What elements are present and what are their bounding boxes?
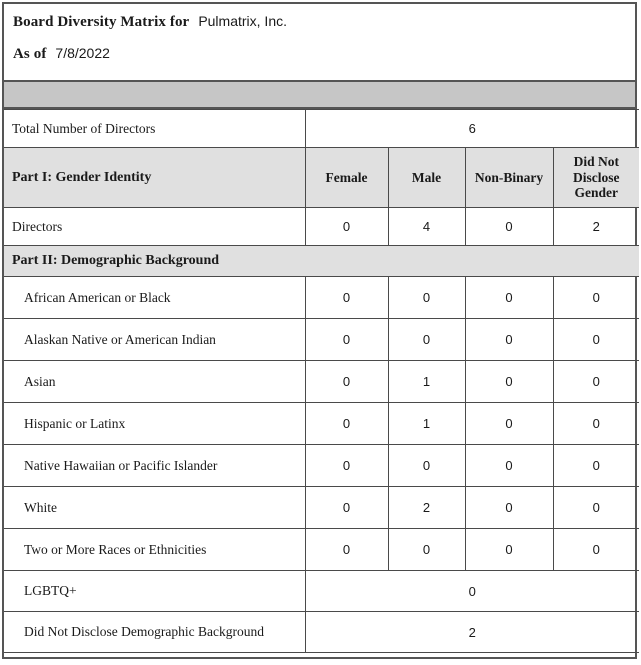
part1-heading: Part I: Gender Identity <box>4 148 305 208</box>
demographic-non-binary-value: 0 <box>465 445 553 487</box>
table-row-directors <box>4 208 639 246</box>
demographic-non-binary-value: 0 <box>465 277 553 319</box>
column-header-male: Male <box>388 148 465 208</box>
asof-date: 7/8/2022 <box>55 45 110 61</box>
demographic-female-value: 0 <box>305 487 388 529</box>
demographic-not-disclosed-value: 0 <box>553 361 639 403</box>
table-row-part2-header <box>4 246 639 277</box>
demographic-female-value: 0 <box>305 277 388 319</box>
diversity-table <box>4 109 639 653</box>
page-title: Board Diversity Matrix for <box>13 14 190 30</box>
total-directors-label: Total Number of Directors <box>4 110 305 148</box>
asof-line <box>4 45 635 63</box>
demographic-female-value: 0 <box>305 319 388 361</box>
table-row <box>4 361 639 403</box>
demographic-not-disclosed-value: 0 <box>553 319 639 361</box>
demographic-male-value: 0 <box>388 529 465 571</box>
demographic-male-value: 0 <box>388 277 465 319</box>
column-header-non-binary: Non-Binary <box>465 148 553 208</box>
demographic-male-value: 2 <box>388 487 465 529</box>
not-disclosed-demographic-label: Did Not Disclose Demographic Background <box>4 612 305 653</box>
demographic-not-disclosed-value: 0 <box>553 445 639 487</box>
directors-not-disclosed-value: 2 <box>553 208 639 246</box>
demographic-male-value: 0 <box>388 319 465 361</box>
lgbtq-value: 0 <box>305 571 639 612</box>
demographic-female-value: 0 <box>305 403 388 445</box>
table-row-not-disclosed-demographic <box>4 612 639 653</box>
column-header-female: Female <box>305 148 388 208</box>
table-row <box>4 529 639 571</box>
demographic-male-value: 1 <box>388 361 465 403</box>
demographic-non-binary-value: 0 <box>465 361 553 403</box>
title-block <box>4 4 635 82</box>
directors-male-value: 4 <box>388 208 465 246</box>
table-row <box>4 445 639 487</box>
demographic-male-value: 1 <box>388 403 465 445</box>
board-diversity-matrix <box>2 2 637 659</box>
demographic-label: Two or More Races or Ethnicities <box>4 529 305 571</box>
demographic-label: Asian <box>4 361 305 403</box>
demographic-label: Alaskan Native or American Indian <box>4 319 305 361</box>
demographic-label: African American or Black <box>4 277 305 319</box>
part2-heading: Part II: Demographic Background <box>4 246 639 277</box>
table-row <box>4 277 639 319</box>
directors-female-value: 0 <box>305 208 388 246</box>
demographic-not-disclosed-value: 0 <box>553 277 639 319</box>
table-row-part1-header <box>4 148 639 208</box>
demographic-non-binary-value: 0 <box>465 319 553 361</box>
column-header-did-not-disclose-gender: Did Not Disclose Gender <box>553 148 639 208</box>
company-name: Pulmatrix, Inc. <box>198 13 288 29</box>
table-row <box>4 403 639 445</box>
matrix-title-line <box>4 13 635 31</box>
directors-label: Directors <box>4 208 305 246</box>
total-directors-value: 6 <box>305 110 639 148</box>
demographic-non-binary-value: 0 <box>465 487 553 529</box>
demographic-male-value: 0 <box>388 445 465 487</box>
table-row-lgbtq <box>4 571 639 612</box>
demographic-not-disclosed-value: 0 <box>553 529 639 571</box>
table-row <box>4 487 639 529</box>
demographic-not-disclosed-value: 0 <box>553 487 639 529</box>
demographic-female-value: 0 <box>305 529 388 571</box>
demographic-non-binary-value: 0 <box>465 529 553 571</box>
demographic-label: Native Hawaiian or Pacific Islander <box>4 445 305 487</box>
lgbtq-label: LGBTQ+ <box>4 571 305 612</box>
demographic-female-value: 0 <box>305 445 388 487</box>
table-row <box>4 319 639 361</box>
demographic-female-value: 0 <box>305 361 388 403</box>
directors-non-binary-value: 0 <box>465 208 553 246</box>
not-disclosed-demographic-value: 2 <box>305 612 639 653</box>
demographic-non-binary-value: 0 <box>465 403 553 445</box>
table-row-total-directors <box>4 110 639 148</box>
demographic-not-disclosed-value: 0 <box>553 403 639 445</box>
demographic-label: Hispanic or Latinx <box>4 403 305 445</box>
spacer-band <box>4 82 635 109</box>
asof-label: As of <box>13 46 47 62</box>
demographic-label: White <box>4 487 305 529</box>
